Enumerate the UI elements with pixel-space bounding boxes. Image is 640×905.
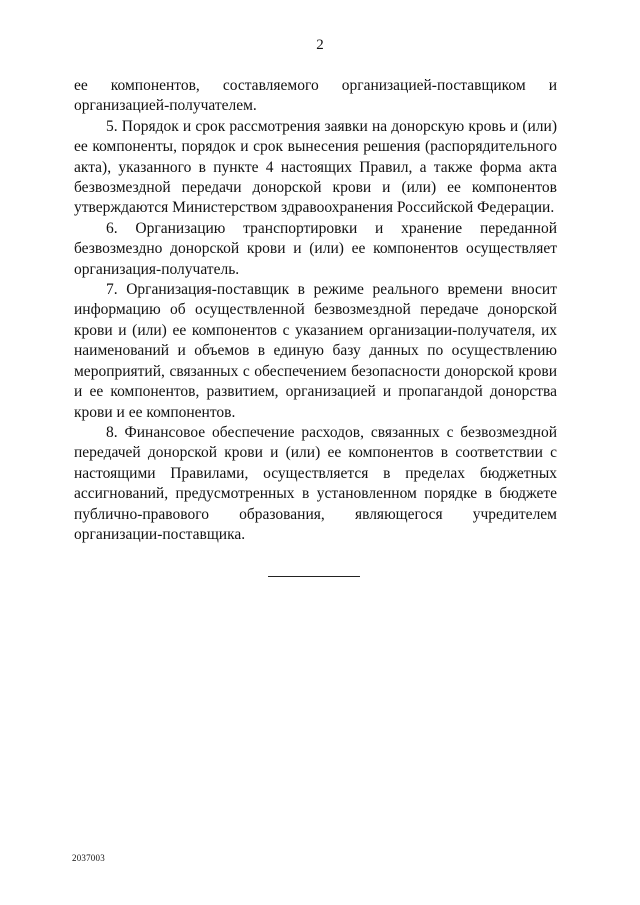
paragraph-6: 6. Организацию транспортировки и хранение переданной безвозмездно донорской крови и (или) ее компонентов осуществляет организация-получатель. (74, 219, 557, 278)
paragraph-continuation: ее компонентов, составляемого организацией-поставщиком и организацией-получателем. (74, 77, 557, 115)
paragraph-5: 5. Порядок и срок рассмотрения заявки на донорскую кровь и (или) ее компоненты, порядок и срок вынесения решения (распорядительного акта), указанного в пункте 4 настоящих Правил, а также форма акта безвозмездной передачи донорской крови и (или) ее компонентов утверждаются Министерством здравоохранения Российской Федерации. (74, 117, 557, 217)
end-separator-line (268, 576, 360, 577)
paragraph-7: 7. Организация-поставщик в режиме реального времени вносит информацию об осуществленной безвозмездной передаче донорской крови и (или) ее компонентов с указанием организации-получателя, их наименований и объемов в единую базу данных по осуществлению мероприятий, связанных с обеспечением безопасности донорской крови и ее компонентов, развитием, организацией и пропагандой донорства крови и ее компонентов. (74, 281, 557, 421)
document-code: 2037003 (72, 853, 105, 863)
paragraph-8: 8. Финансовое обеспечение расходов, связанных с безвозмездной передачей донорской крови и (или) ее компонентов в соответствии с настоящими Правилами, осуществляется в пределах бюджетных ассигнований, предусмотренных в установленном порядке в бюджете публично-правового образования, являющегося учредителем организации-поставщика. (74, 423, 557, 543)
page-number: 2 (316, 37, 324, 53)
document-body (74, 76, 557, 545)
